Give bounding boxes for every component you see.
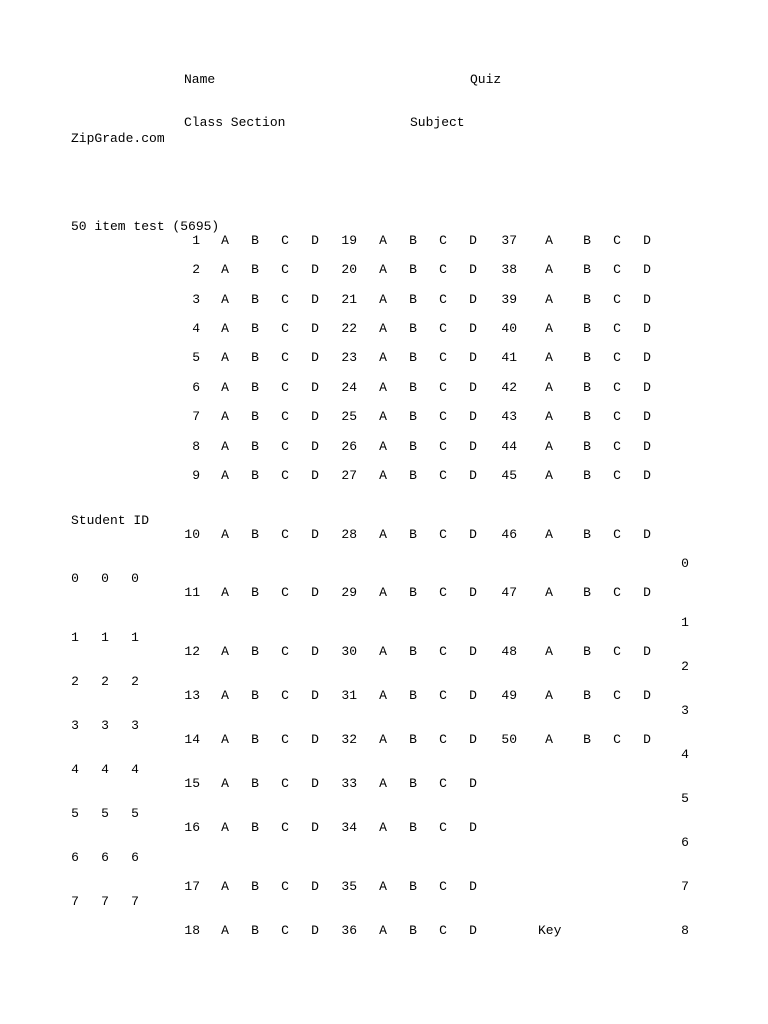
answer-bubble-b[interactable]: B	[583, 321, 591, 336]
answer-bubble-c[interactable]: C	[439, 644, 447, 659]
answer-bubble-c[interactable]: C	[613, 292, 621, 307]
class-section-label: Class Section	[184, 115, 286, 130]
answer-bubble-c[interactable]: C	[613, 468, 621, 483]
answer-bubble-b[interactable]: B	[251, 321, 259, 336]
answer-bubble-c[interactable]: C	[281, 409, 289, 424]
answer-bubble-a[interactable]: A	[221, 527, 229, 542]
answer-bubble-b[interactable]: B	[409, 923, 417, 938]
answer-bubble-a[interactable]: A	[545, 321, 553, 336]
question-number: 32	[341, 732, 357, 747]
student-id-bubble[interactable]: 1	[71, 630, 79, 645]
answer-bubble-a[interactable]: A	[379, 233, 387, 248]
answer-bubble-b[interactable]: B	[583, 409, 591, 424]
answer-bubble-b[interactable]: B	[251, 585, 259, 600]
answer-bubble-a[interactable]: A	[379, 527, 387, 542]
answer-bubble-c[interactable]: C	[439, 776, 447, 791]
answer-bubble-a[interactable]: A	[379, 409, 387, 424]
answer-bubble-b[interactable]: B	[251, 409, 259, 424]
key-digit-bubble[interactable]: 4	[681, 747, 689, 762]
answer-bubble-b[interactable]: B	[409, 233, 417, 248]
answer-bubble-a[interactable]: A	[221, 732, 229, 747]
question-number: 13	[184, 688, 200, 703]
student-id-bubble[interactable]: 7	[101, 894, 109, 909]
answer-bubble-d[interactable]: D	[311, 350, 319, 365]
question-number: 36	[341, 923, 357, 938]
key-digit-bubble[interactable]: 8	[681, 923, 689, 938]
answer-bubble-d[interactable]: D	[311, 688, 319, 703]
student-id-bubble[interactable]: 0	[131, 571, 139, 586]
student-id-bubble[interactable]: 5	[101, 806, 109, 821]
answer-bubble-d[interactable]: D	[469, 292, 477, 307]
answer-bubble-c[interactable]: C	[281, 776, 289, 791]
student-id-bubble[interactable]: 4	[71, 762, 79, 777]
answer-bubble-b[interactable]: B	[583, 688, 591, 703]
answer-bubble-d[interactable]: D	[469, 879, 477, 894]
answer-bubble-d[interactable]: D	[311, 776, 319, 791]
question-number: 15	[184, 776, 200, 791]
answer-bubble-b[interactable]: B	[583, 644, 591, 659]
answer-bubble-c[interactable]: C	[613, 233, 621, 248]
key-digit-bubble[interactable]: 6	[681, 835, 689, 850]
answer-bubble-d[interactable]: D	[469, 439, 477, 454]
answer-bubble-c[interactable]: C	[439, 732, 447, 747]
question-number: 22	[341, 321, 357, 336]
answer-bubble-a[interactable]: A	[221, 820, 229, 835]
answer-bubble-a[interactable]: A	[221, 233, 229, 248]
student-id-bubble[interactable]: 0	[101, 571, 109, 586]
answer-bubble-d[interactable]: D	[469, 820, 477, 835]
answer-bubble-c[interactable]: C	[613, 644, 621, 659]
question-number: 5	[192, 350, 200, 365]
answer-bubble-a[interactable]: A	[221, 439, 229, 454]
student-id-bubble[interactable]: 6	[71, 850, 79, 865]
key-digit-bubble[interactable]: 3	[681, 703, 689, 718]
answer-bubble-d[interactable]: D	[311, 409, 319, 424]
answer-bubble-c[interactable]: C	[281, 644, 289, 659]
question-number: 14	[184, 732, 200, 747]
quiz-label: Quiz	[470, 72, 502, 87]
answer-bubble-b[interactable]: B	[583, 585, 591, 600]
key-label: Key	[538, 923, 562, 938]
answer-bubble-b[interactable]: B	[251, 262, 259, 277]
answer-bubble-d[interactable]: D	[311, 468, 319, 483]
answer-bubble-b[interactable]: B	[251, 380, 259, 395]
question-number: 8	[192, 439, 200, 454]
answer-bubble-a[interactable]: A	[379, 468, 387, 483]
answer-bubble-d[interactable]: D	[469, 776, 477, 791]
answer-bubble-c[interactable]: C	[613, 262, 621, 277]
question-number: 4	[192, 321, 200, 336]
answer-bubble-a[interactable]: A	[379, 262, 387, 277]
answer-bubble-c[interactable]: C	[281, 350, 289, 365]
answer-bubble-c[interactable]: C	[281, 820, 289, 835]
answer-bubble-b[interactable]: B	[251, 644, 259, 659]
answer-bubble-b[interactable]: B	[583, 262, 591, 277]
question-number: 31	[341, 688, 357, 703]
answer-bubble-d[interactable]: D	[469, 380, 477, 395]
answer-bubble-a[interactable]: A	[545, 233, 553, 248]
answer-bubble-a[interactable]: A	[545, 644, 553, 659]
student-id-bubble[interactable]: 7	[71, 894, 79, 909]
answer-bubble-d[interactable]: D	[311, 732, 319, 747]
answer-bubble-b[interactable]: B	[583, 350, 591, 365]
question-number: 30	[341, 644, 357, 659]
answer-bubble-d[interactable]: D	[643, 527, 651, 542]
subject-label: Subject	[410, 115, 465, 130]
answer-bubble-a[interactable]: A	[545, 262, 553, 277]
answer-bubble-c[interactable]: C	[613, 321, 621, 336]
answer-bubble-d[interactable]: D	[643, 233, 651, 248]
student-id-bubble[interactable]: 4	[131, 762, 139, 777]
answer-bubble-c[interactable]: C	[613, 527, 621, 542]
answer-bubble-a[interactable]: A	[545, 439, 553, 454]
answer-bubble-d[interactable]: D	[643, 644, 651, 659]
answer-bubble-c[interactable]: C	[439, 468, 447, 483]
answer-bubble-b[interactable]: B	[583, 439, 591, 454]
question-number: 26	[341, 439, 357, 454]
answer-bubble-d[interactable]: D	[311, 585, 319, 600]
answer-bubble-a[interactable]: A	[221, 879, 229, 894]
question-number: 16	[184, 820, 200, 835]
answer-bubble-c[interactable]: C	[281, 468, 289, 483]
answer-bubble-d[interactable]: D	[643, 732, 651, 747]
question-number: 28	[341, 527, 357, 542]
answer-bubble-d[interactable]: D	[643, 350, 651, 365]
answer-bubble-c[interactable]: C	[439, 879, 447, 894]
answer-bubble-b[interactable]: B	[251, 527, 259, 542]
answer-bubble-d[interactable]: D	[469, 732, 477, 747]
answer-bubble-c[interactable]: C	[281, 321, 289, 336]
answer-bubble-c[interactable]: C	[439, 233, 447, 248]
answer-bubble-d[interactable]: D	[643, 688, 651, 703]
question-number: 35	[341, 879, 357, 894]
answer-bubble-a[interactable]: A	[545, 380, 553, 395]
answer-bubble-b[interactable]: B	[251, 439, 259, 454]
question-number: 37	[501, 233, 517, 248]
answer-bubble-a[interactable]: A	[221, 644, 229, 659]
answer-bubble-b[interactable]: B	[409, 644, 417, 659]
question-number: 45	[501, 468, 517, 483]
answer-bubble-c[interactable]: C	[281, 732, 289, 747]
student-id-label: Student ID	[71, 513, 150, 528]
answer-bubble-c[interactable]: C	[439, 688, 447, 703]
answer-bubble-a[interactable]: A	[545, 292, 553, 307]
answer-bubble-d[interactable]: D	[469, 350, 477, 365]
answer-bubble-a[interactable]: A	[379, 439, 387, 454]
answer-bubble-a[interactable]: A	[379, 380, 387, 395]
answer-bubble-d[interactable]: D	[469, 585, 477, 600]
answer-bubble-d[interactable]: D	[643, 321, 651, 336]
answer-bubble-b[interactable]: B	[409, 409, 417, 424]
student-id-bubble[interactable]: 2	[71, 674, 79, 689]
answer-bubble-c[interactable]: C	[439, 820, 447, 835]
student-id-bubble[interactable]: 0	[71, 571, 79, 586]
question-number: 34	[341, 820, 357, 835]
answer-bubble-d[interactable]: D	[643, 468, 651, 483]
question-number: 6	[192, 380, 200, 395]
answer-bubble-d[interactable]: D	[469, 527, 477, 542]
answer-bubble-c[interactable]: C	[613, 585, 621, 600]
answer-bubble-a[interactable]: A	[221, 468, 229, 483]
answer-bubble-c[interactable]: C	[439, 292, 447, 307]
answer-bubble-b[interactable]: B	[409, 879, 417, 894]
question-number: 17	[184, 879, 200, 894]
answer-bubble-b[interactable]: B	[409, 468, 417, 483]
question-number: 50	[501, 732, 517, 747]
answer-bubble-b[interactable]: B	[409, 350, 417, 365]
answer-bubble-b[interactable]: B	[409, 527, 417, 542]
answer-bubble-a[interactable]: A	[221, 776, 229, 791]
answer-bubble-c[interactable]: C	[613, 732, 621, 747]
answer-bubble-b[interactable]: B	[583, 233, 591, 248]
name-label: Name	[184, 72, 216, 87]
answer-bubble-b[interactable]: B	[409, 380, 417, 395]
answer-bubble-b[interactable]: B	[251, 820, 259, 835]
answer-bubble-a[interactable]: A	[379, 688, 387, 703]
answer-bubble-c[interactable]: C	[613, 439, 621, 454]
question-number: 9	[192, 468, 200, 483]
answer-bubble-b[interactable]: B	[583, 380, 591, 395]
answer-bubble-c[interactable]: C	[281, 233, 289, 248]
student-id-bubble[interactable]: 1	[101, 630, 109, 645]
student-id-bubble[interactable]: 4	[101, 762, 109, 777]
answer-bubble-b[interactable]: B	[583, 732, 591, 747]
answer-bubble-a[interactable]: A	[379, 879, 387, 894]
question-number: 48	[501, 644, 517, 659]
answer-bubble-c[interactable]: C	[613, 409, 621, 424]
answer-bubble-a[interactable]: A	[379, 820, 387, 835]
question-number: 18	[184, 923, 200, 938]
key-digit-bubble[interactable]: 1	[681, 615, 689, 630]
answer-bubble-b[interactable]: B	[583, 468, 591, 483]
answer-bubble-d[interactable]: D	[643, 380, 651, 395]
answer-bubble-d[interactable]: D	[469, 644, 477, 659]
answer-bubble-c[interactable]: C	[281, 439, 289, 454]
answer-bubble-c[interactable]: C	[439, 439, 447, 454]
answer-bubble-a[interactable]: A	[221, 585, 229, 600]
answer-bubble-d[interactable]: D	[469, 262, 477, 277]
answer-bubble-b[interactable]: B	[251, 350, 259, 365]
answer-bubble-a[interactable]: A	[545, 468, 553, 483]
question-number: 49	[501, 688, 517, 703]
answer-bubble-c[interactable]: C	[439, 585, 447, 600]
answer-bubble-b[interactable]: B	[583, 292, 591, 307]
answer-bubble-d[interactable]: D	[311, 233, 319, 248]
answer-bubble-d[interactable]: D	[469, 233, 477, 248]
question-number: 1	[192, 233, 200, 248]
question-number: 23	[341, 350, 357, 365]
answer-bubble-b[interactable]: B	[409, 292, 417, 307]
question-number: 43	[501, 409, 517, 424]
key-digit-bubble[interactable]: 5	[681, 791, 689, 806]
answer-bubble-c[interactable]: C	[281, 292, 289, 307]
question-number: 3	[192, 292, 200, 307]
answer-bubble-d[interactable]: D	[643, 585, 651, 600]
answer-bubble-a[interactable]: A	[545, 585, 553, 600]
answer-bubble-c[interactable]: C	[439, 923, 447, 938]
answer-bubble-d[interactable]: D	[469, 468, 477, 483]
answer-bubble-d[interactable]: D	[311, 820, 319, 835]
answer-bubble-d[interactable]: D	[311, 439, 319, 454]
answer-bubble-a[interactable]: A	[379, 350, 387, 365]
answer-bubble-a[interactable]: A	[379, 732, 387, 747]
student-id-bubble[interactable]: 1	[131, 630, 139, 645]
student-id-bubble[interactable]: 2	[101, 674, 109, 689]
answer-bubble-a[interactable]: A	[221, 380, 229, 395]
question-number: 29	[341, 585, 357, 600]
answer-bubble-a[interactable]: A	[379, 923, 387, 938]
question-number: 2	[192, 262, 200, 277]
answer-bubble-d[interactable]: D	[311, 262, 319, 277]
answer-bubble-c[interactable]: C	[439, 527, 447, 542]
answer-bubble-b[interactable]: B	[251, 923, 259, 938]
key-digit-bubble[interactable]: 2	[681, 659, 689, 674]
answer-bubble-a[interactable]: A	[379, 644, 387, 659]
answer-bubble-c[interactable]: C	[439, 380, 447, 395]
answer-bubble-a[interactable]: A	[379, 585, 387, 600]
answer-bubble-b[interactable]: B	[251, 732, 259, 747]
student-id-bubble[interactable]: 5	[71, 806, 79, 821]
answer-bubble-b[interactable]: B	[251, 292, 259, 307]
question-number: 46	[501, 527, 517, 542]
answer-bubble-c[interactable]: C	[281, 923, 289, 938]
answer-bubble-c[interactable]: C	[613, 380, 621, 395]
answer-bubble-a[interactable]: A	[379, 321, 387, 336]
question-number: 25	[341, 409, 357, 424]
answer-bubble-c[interactable]: C	[281, 585, 289, 600]
answer-bubble-a[interactable]: A	[545, 527, 553, 542]
answer-bubble-c[interactable]: C	[439, 350, 447, 365]
answer-bubble-a[interactable]: A	[221, 262, 229, 277]
answer-bubble-c[interactable]: C	[613, 688, 621, 703]
answer-bubble-c[interactable]: C	[439, 409, 447, 424]
question-number: 24	[341, 380, 357, 395]
answer-bubble-b[interactable]: B	[583, 527, 591, 542]
answer-bubble-c[interactable]: C	[439, 321, 447, 336]
answer-bubble-b[interactable]: B	[251, 879, 259, 894]
question-number: 27	[341, 468, 357, 483]
answer-bubble-b[interactable]: B	[409, 732, 417, 747]
answer-bubble-d[interactable]: D	[469, 923, 477, 938]
answer-bubble-b[interactable]: B	[251, 776, 259, 791]
answer-bubble-b[interactable]: B	[409, 321, 417, 336]
student-id-bubble[interactable]: 3	[131, 718, 139, 733]
answer-bubble-a[interactable]: A	[545, 409, 553, 424]
answer-bubble-a[interactable]: A	[545, 688, 553, 703]
question-number: 19	[341, 233, 357, 248]
answer-bubble-c[interactable]: C	[439, 262, 447, 277]
answer-bubble-a[interactable]: A	[221, 350, 229, 365]
answer-bubble-d[interactable]: D	[469, 321, 477, 336]
answer-bubble-c[interactable]: C	[281, 527, 289, 542]
question-number: 7	[192, 409, 200, 424]
answer-bubble-c[interactable]: C	[281, 688, 289, 703]
answer-bubble-c[interactable]: C	[281, 262, 289, 277]
answer-bubble-b[interactable]: B	[409, 439, 417, 454]
question-number: 39	[501, 292, 517, 307]
student-id-bubble[interactable]: 2	[131, 674, 139, 689]
answer-bubble-d[interactable]: D	[643, 262, 651, 277]
answer-bubble-b[interactable]: B	[251, 688, 259, 703]
answer-bubble-b[interactable]: B	[409, 820, 417, 835]
question-number: 11	[184, 585, 200, 600]
answer-bubble-a[interactable]: A	[221, 923, 229, 938]
question-number: 33	[341, 776, 357, 791]
question-number: 10	[184, 527, 200, 542]
answer-bubble-c[interactable]: C	[281, 879, 289, 894]
question-number: 38	[501, 262, 517, 277]
question-number: 12	[184, 644, 200, 659]
answer-bubble-d[interactable]: D	[469, 409, 477, 424]
answer-bubble-c[interactable]: C	[281, 380, 289, 395]
answer-bubble-d[interactable]: D	[311, 380, 319, 395]
answer-bubble-b[interactable]: B	[409, 776, 417, 791]
answer-bubble-b[interactable]: B	[409, 688, 417, 703]
answer-bubble-a[interactable]: A	[545, 350, 553, 365]
answer-bubble-b[interactable]: B	[251, 233, 259, 248]
key-digit-bubble[interactable]: 0	[681, 556, 689, 571]
student-id-bubble[interactable]: 6	[101, 850, 109, 865]
answer-bubble-c[interactable]: C	[613, 350, 621, 365]
answer-bubble-a[interactable]: A	[221, 409, 229, 424]
question-number: 47	[501, 585, 517, 600]
key-digit-bubble[interactable]: 7	[681, 879, 689, 894]
question-number: 44	[501, 439, 517, 454]
answer-bubble-a[interactable]: A	[545, 732, 553, 747]
answer-bubble-b[interactable]: B	[409, 262, 417, 277]
answer-bubble-a[interactable]: A	[221, 292, 229, 307]
answer-bubble-d[interactable]: D	[311, 292, 319, 307]
student-id-bubble[interactable]: 5	[131, 806, 139, 821]
answer-bubble-a[interactable]: A	[379, 292, 387, 307]
answer-bubble-d[interactable]: D	[311, 644, 319, 659]
question-number: 40	[501, 321, 517, 336]
answer-bubble-d[interactable]: D	[311, 923, 319, 938]
student-id-bubble[interactable]: 3	[101, 718, 109, 733]
answer-bubble-b[interactable]: B	[251, 468, 259, 483]
answer-bubble-d[interactable]: D	[311, 321, 319, 336]
student-id-bubble[interactable]: 3	[71, 718, 79, 733]
student-id-bubble[interactable]: 6	[131, 850, 139, 865]
question-number: 20	[341, 262, 357, 277]
answer-bubble-a[interactable]: A	[221, 688, 229, 703]
answer-bubble-d[interactable]: D	[643, 409, 651, 424]
answer-bubble-d[interactable]: D	[469, 688, 477, 703]
answer-bubble-a[interactable]: A	[379, 776, 387, 791]
answer-bubble-a[interactable]: A	[221, 321, 229, 336]
answer-bubble-d[interactable]: D	[643, 292, 651, 307]
answer-bubble-d[interactable]: D	[643, 439, 651, 454]
question-number: 21	[341, 292, 357, 307]
answer-bubble-d[interactable]: D	[311, 527, 319, 542]
question-number: 41	[501, 350, 517, 365]
brand-label: ZipGrade.com	[71, 131, 165, 146]
answer-bubble-d[interactable]: D	[311, 879, 319, 894]
answer-bubble-b[interactable]: B	[409, 585, 417, 600]
student-id-bubble[interactable]: 7	[131, 894, 139, 909]
test-title: 50 item test (5695)	[71, 219, 220, 234]
question-number: 42	[501, 380, 517, 395]
